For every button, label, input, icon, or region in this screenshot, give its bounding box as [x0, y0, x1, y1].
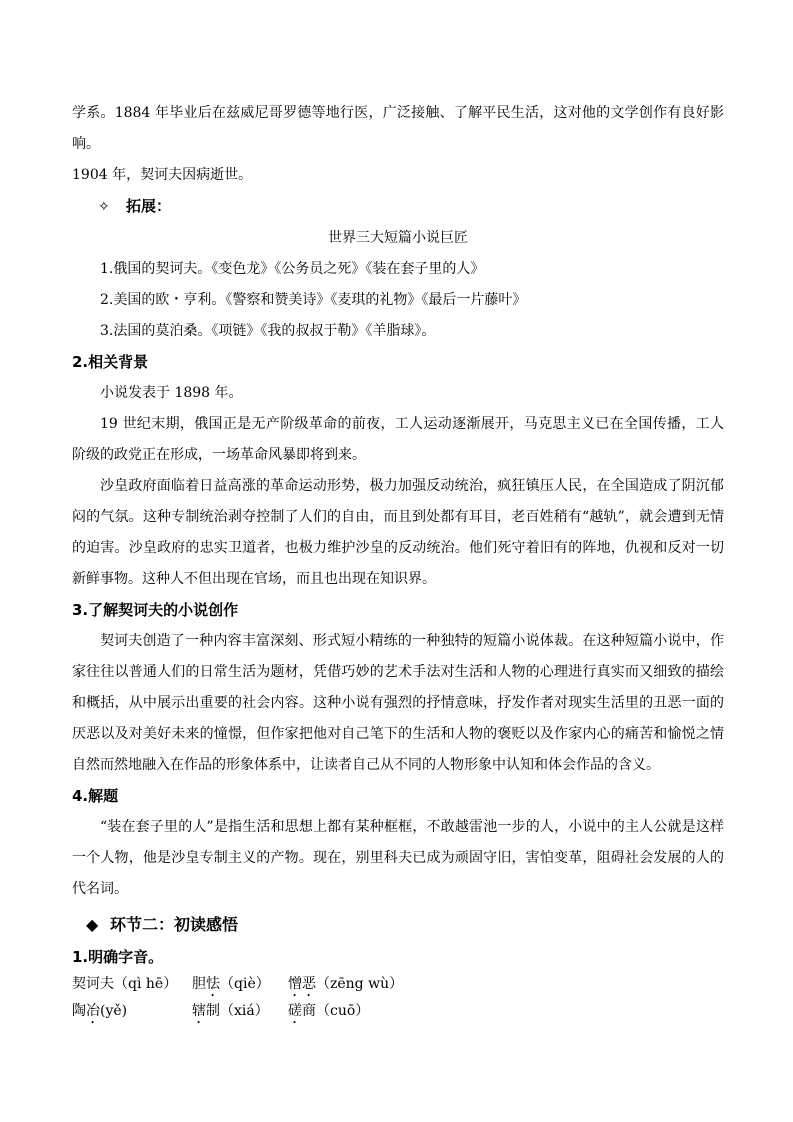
title-explain-heading: 4.解题 [72, 787, 119, 805]
intro-line-1: 学系。1884 年毕业后在兹威尼哥罗德等地行医，广泛接触、了解平民生活，这对他的文学创作有良好影响。 [72, 105, 724, 152]
pronunciation-entry: 辖制（xiá） [192, 1003, 269, 1019]
extension-title: 世界三大短篇小说巨匠 [328, 230, 468, 246]
document-body [72, 98, 724, 1027]
pronunciation-entry: 胆怯（qiè） [192, 976, 270, 992]
pronunciation-row [72, 973, 724, 1000]
pronunciation-entry: 磋商（cuō） [288, 1003, 370, 1019]
section-label: 环节二：初读感悟 [110, 915, 239, 934]
extension-item: 3.法国的莫泊桑。《项链》《我的叔叔于勒》《羊脂球》。 [100, 323, 436, 339]
diamond-bullet-icon: ◆ [86, 915, 99, 934]
pronunciation-entry: 陶冶(yě) [72, 1003, 128, 1019]
background-paragraph: 小说发表于 1898 年。 [100, 385, 243, 401]
extension-item: 1.俄国的契诃夫。《变色龙》《公务员之死》《装在套子里的人》 [100, 261, 485, 277]
diamond-star-icon: ✧ [98, 199, 110, 215]
creation-paragraph: 契诃夫创造了一种内容丰富深刻、形式短小精练的一种独特的短篇小说体裁。在这种短篇小说中，作家往往以普通人们的日常生活为题材，凭借巧妙的艺术手法对生活和人物的心理进行真实而又细致的描绘和概括，从中展示出重要的社会内容。这种小说有强烈的抒情意味，抒发作者对现实生活里的丑恶一面的厌恶以及对美好未来的憧憬，但作家把他对自己笔下的生活和人物的褒贬以及作家内心的痛苦和愉悦之情自然而然地融入在作品的形象体系中，让读者自己从不同的人物形象中认知和体会作品的含义。 [72, 633, 724, 773]
background-heading: 2.相关背景 [72, 353, 149, 371]
extension-label-row [72, 191, 724, 223]
extension-label: 拓展： [126, 197, 172, 215]
extension-item: 2.美国的欧・亨利。《警察和赞美诗》《麦琪的礼物》《最后一片藤叶》 [100, 292, 527, 308]
intro-line-2: 1904 年，契诃夫因病逝世。 [72, 167, 253, 183]
pronunciation-entry: 憎恶（zēng wù） [288, 976, 404, 992]
pronunciation-entry: 契诃夫（qì hē） [72, 976, 178, 992]
section-heading [72, 909, 724, 940]
pronunciation-heading: 1.明确字音。 [72, 948, 164, 966]
title-explain-paragraph: “装在套子里的人”是指生活和思想上都有某种框框，不敢越雷池一步的人，小说中的主人公就是这样一个人物，他是沙皇专制主义的产物。现在，别里科夫已成为顽固守旧，害怕变革，阻碍社会发展的人的代名词。 [72, 819, 724, 897]
background-paragraph: 19 世纪末期，俄国正是无产阶级革命的前夜，工人运动逐渐展开，马克思主义已在全国传播，工人阶级的政党正在形成，一场革命风暴即将到来。 [72, 416, 724, 463]
background-paragraph: 沙皇政府面临着日益高涨的革命运动形势，极力加强反动统治，疯狂镇压人民，在全国造成了阴沉郁闷的气氛。这种专制统治剥夺控制了人们的自由，而且到处都有耳目，老百姓稍有“越轨”，就会遭到无情的迫害。沙皇政府的忠实卫道者，也极力维护沙皇的反动统治。他们死守着旧有的阵地，仇视和反对一切新鲜事物。这种人不但出现在官场，而且也出现在知识界。 [72, 478, 724, 587]
pronunciation-row [72, 1000, 724, 1027]
creation-heading: 3.了解契诃夫的小说创作 [72, 601, 239, 619]
